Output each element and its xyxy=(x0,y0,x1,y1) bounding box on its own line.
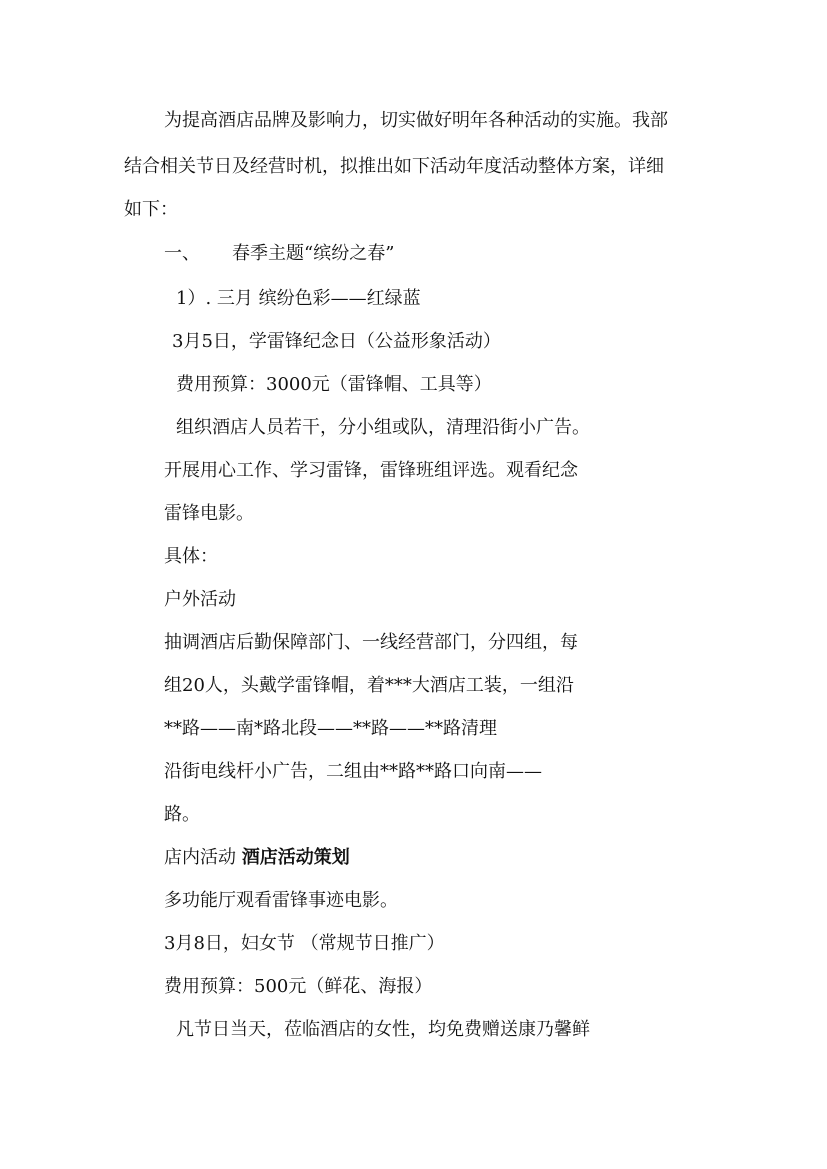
event-title: 3月8日，妇女节 （常规节日推广） xyxy=(164,933,445,954)
section-title: 春季主题“缤纷之春” xyxy=(232,243,395,264)
event-desc-line: 雷锋电影。 xyxy=(164,503,254,524)
outdoor-line: 组20人，头戴学雷锋帽，着***大酒店工装，一组沿 xyxy=(164,675,574,696)
intro-line-1: 为提高酒店品牌及影响力，切实做好明年各种活动的实施。我部 xyxy=(164,110,668,131)
outdoor-line: 抽调酒店后勤保障部门、一线经营部门，分四组，每 xyxy=(164,632,578,653)
event-desc-line: 凡节日当天，莅临酒店的女性，均免费赠送康乃馨鲜 xyxy=(176,1019,590,1040)
outdoor-line: 路。 xyxy=(164,804,200,825)
hotel-activity-planning-link[interactable]: 酒店活动策划 xyxy=(241,847,350,868)
event-budget: 费用预算：3000元（雷锋帽、工具等） xyxy=(176,374,492,395)
outdoor-line: 沿街电线杆小广告，二组由**路**路口向南—— xyxy=(164,761,542,782)
section-heading xyxy=(164,242,394,266)
indoor-label: 店内活动 xyxy=(164,847,236,868)
subsection-heading: 1）. 三月 缤纷色彩——红绿蓝 xyxy=(176,288,421,309)
event-budget: 费用预算：500元（鲜花、海报） xyxy=(164,976,433,997)
outdoor-label: 户外活动 xyxy=(164,589,236,610)
intro-line-2: 结合相关节日及经营时机，拟推出如下活动年度活动整体方案，详细 xyxy=(124,156,664,177)
indoor-line: 多功能厅观看雷锋事迹电影。 xyxy=(164,890,398,911)
detail-label: 具体： xyxy=(164,546,218,567)
section-number: 一、 xyxy=(164,243,200,264)
indoor-heading xyxy=(164,846,350,870)
event-desc-line: 开展用心工作、学习雷锋，雷锋班组评选。观看纪念 xyxy=(164,460,578,481)
outdoor-line: **路——南*路北段——**路——**路清理 xyxy=(164,718,497,739)
intro-line-3: 如下： xyxy=(124,199,178,220)
event-desc-line: 组织酒店人员若干，分小组或队，清理沿街小广告。 xyxy=(176,417,590,438)
event-title: 3月5日，学雷锋纪念日（公益形象活动） xyxy=(172,331,501,352)
